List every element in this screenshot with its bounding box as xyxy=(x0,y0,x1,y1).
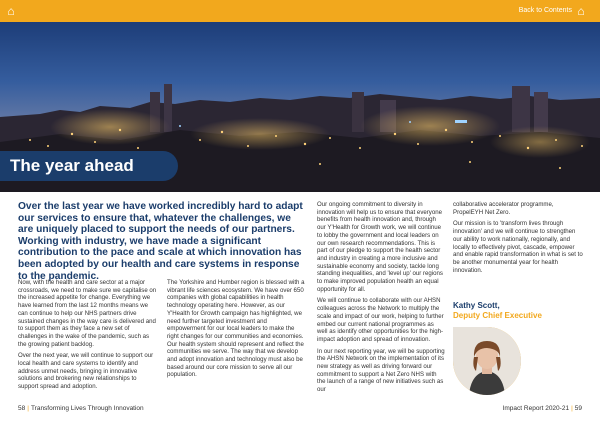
footer-right xyxy=(503,405,582,413)
page-number: 58 xyxy=(18,405,26,412)
text-column-2 xyxy=(167,279,307,383)
quote-author-name: Kathy Scott, xyxy=(453,301,500,310)
section-title-tab xyxy=(0,151,178,181)
text-column-1 xyxy=(18,279,158,395)
footer-publication-title: Transforming Lives Through Innovation xyxy=(30,405,144,412)
top-navigation-bar xyxy=(0,0,600,22)
footer-report-title: Impact Report 2020-21 xyxy=(502,405,570,412)
back-to-contents-link[interactable]: Back to Contents xyxy=(518,7,572,14)
paragraph: collaborative accelerator programme, PropelEYH Net Zero. xyxy=(453,201,554,216)
text-column-4 xyxy=(453,201,583,278)
home-icon[interactable]: ⌂ xyxy=(577,4,585,18)
paragraph: Our ongoing commitment to diversity in innovation will help us to ensure that everyone benefits from health innovation and, through our Y'Health for Growth work, we will continue to lobby the government and local leaders on our own research recommendations. This is part of our pledge to support the health sector and industry in creating a more inclusive and sustainable economy and society, tackle long standing inequalities, and 'level up' our regions to make improved population health an equal opportunity for all. xyxy=(317,201,443,293)
author-portrait xyxy=(453,327,521,395)
paragraph: We will continue to collaborate with our AHSN colleagues across the Network to multiply the scale and impact of our work, helping to further embed our current national programmes as well as identify other opportunities for the high-impact adoption and spread of innovation. xyxy=(317,297,444,343)
intro-paragraph: Over the last year we have worked incredibly hard to adapt our services to ensure that, whatever the challenges, we are uniquely placed to support the needs of our partners. Working with industry, we have made a significant contribution to the pace and scale at which innovation has been adopted by our health and care systems in response to the pandemic. xyxy=(18,201,303,282)
page-title: The year ahead xyxy=(10,156,134,175)
paragraph: Over the next year, we will continue to support our local health and care systems to identify and address unmet needs, bringing in innovative solutions and brokering new relationships to support spread and adoption. xyxy=(18,352,154,391)
paragraph: Now, with the health and care sector at a major crossroads, we need to make sure we capitalise on the increased appetite for change. Everything we have learned from the last 12 months means we can continue to help our NHS partners drive sustained changes in the way care is delivered and to support them as they face a new set of challenges in the wake of the pandemic, such as the growing patient backlog. xyxy=(18,279,157,348)
footer-separator: | xyxy=(27,405,29,412)
paragraph: Our mission is to 'transform lives through innovation' and we will continue to strengthen our ability to work nationally, regionally, and locally to effectively pivot, cascade, empower and enable rapid transformation in what is set to be another monumental year for health innovation. xyxy=(453,220,583,274)
paragraph: In our next reporting year, we will be supporting the AHSN Network on the implementation of its new strategy as well as driving forward our commitment to support a Net Zero NHS with the launch of a range of new initiatives such as our xyxy=(317,347,445,394)
footer-left xyxy=(18,405,144,413)
footer-separator: | xyxy=(571,405,573,412)
quote-author-role: Deputy Chief Executive xyxy=(453,311,542,320)
paragraph: The Yorkshire and Humber region is blessed with a vibrant life sciences ecosystem. We have over 650 companies with global capabilities in health technology operating here. However, as our Y'Health for Growth campaign has highlighted, we need further targeted investment and empowerment for our local leaders to make the right changes for our communities and economies. Our health system should represent and reflect the communities we serve. The way that we develop and adopt innovation and technology must also be based around our core mission to serve all our population. xyxy=(167,279,305,379)
text-column-3 xyxy=(317,201,445,398)
home-icon[interactable]: ⌂ xyxy=(7,4,15,18)
page-number: 59 xyxy=(574,405,582,412)
